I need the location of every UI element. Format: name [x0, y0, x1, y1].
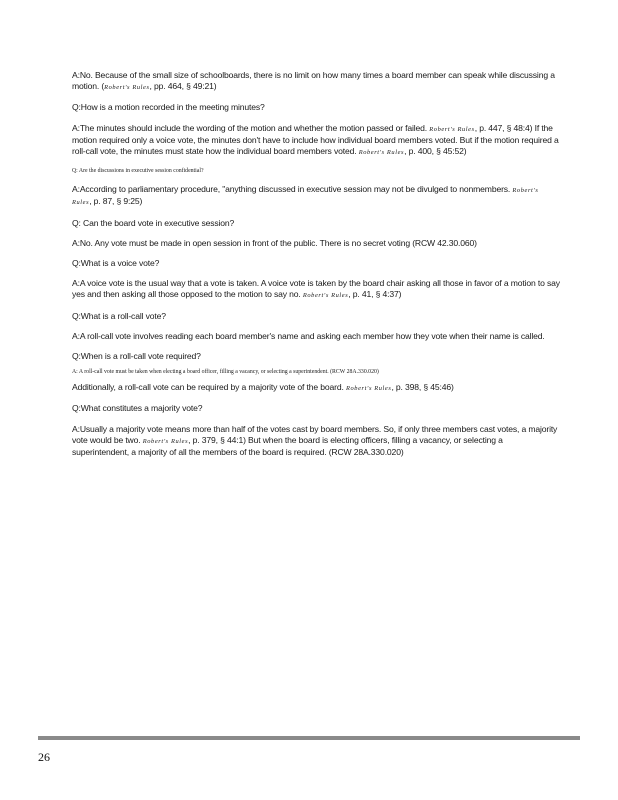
question-paragraph — [72, 102, 560, 113]
paragraph-text: , p. 87, § 9:25) — [89, 196, 143, 207]
paragraph-text: Q:When is a roll-call vote required? — [72, 351, 201, 362]
paragraph-text: , p. 41, § 4:37) — [348, 289, 402, 300]
answer-paragraph — [72, 424, 560, 459]
question-paragraph — [72, 403, 560, 414]
paragraph-text: Q: Are the discussions in executive session confidential? — [72, 168, 204, 175]
citation-source: Robert's Rules — [429, 125, 475, 133]
document-body — [72, 70, 560, 458]
paragraph-text: A:No. Any vote must be made in open session in front of the public. There is no secret voting (RCW 42.30.060) — [72, 237, 477, 248]
paragraph-text: , p. 447, § 48:4) If the motion required only a voice vote, the minutes don't have to include how individual board members voted. But if the motion required a roll-call vote, the minutes must state how the individual board members voted. — [72, 122, 559, 157]
paragraph-text: A:According to parliamentary procedure, "anything discussed in executive session may not be divulged to nonmembers. — [72, 184, 513, 195]
answer-paragraph — [72, 278, 560, 301]
question-paragraph — [72, 351, 560, 362]
citation-source: Robert's Rules — [72, 187, 539, 207]
citation-source: Robert's Rules — [142, 437, 189, 445]
paragraph-text: Q:What is a roll-call vote? — [72, 310, 166, 321]
answer-paragraph — [72, 238, 560, 249]
citation-source: Robert's Rules — [302, 292, 349, 300]
answer-paragraph — [72, 382, 560, 394]
paragraph-text: A:A voice vote is the usual way that a vote is taken. A voice vote is taken by the board chair asking all those in favor of a motion to say yes and then asking all those opposed to the motion to say no. — [72, 278, 560, 300]
answer-paragraph — [72, 123, 560, 159]
paragraph-text: Q:What is a voice vote? — [72, 258, 160, 269]
paragraph-text: A:A roll-call vote involves reading each board member's name and asking each member how they vote when their name is called. — [72, 330, 545, 341]
paragraph-text: Q: Can the board vote in executive session? — [72, 217, 235, 228]
paragraph-text: Q:What constitutes a majority vote? — [72, 403, 203, 414]
paragraph-text: , p. 379, § 44:1) But when the board is electing officers, filling a vacancy, or selecting a superintendent, a majority of all the members of the board is required. (RCW 28A.330.020) — [72, 434, 503, 458]
citation-source: Robert's Rules — [345, 385, 392, 393]
citation-source: Robert's Rules — [358, 149, 405, 157]
answer-paragraph — [72, 70, 560, 93]
question-paragraph — [72, 218, 560, 229]
page-number: 26 — [38, 750, 50, 764]
paragraph-text: A: A roll-call vote must be taken when electing a board officer, filling a vacancy, or selecting a superintendent. (RCW 28A.330.020) — [72, 369, 379, 376]
question-paragraph — [72, 167, 560, 175]
paragraph-text: , p. 400, § 45:52) — [404, 146, 467, 157]
paragraph-text: Additionally, a roll-call vote can be required by a majority vote of the board. — [72, 382, 346, 393]
answer-paragraph — [72, 368, 560, 376]
answer-paragraph — [72, 184, 560, 208]
paragraph-text: A:Usually a majority vote means more than half of the votes cast by board members. So, if only three members cast votes, a majority vote would be two. — [72, 423, 558, 445]
question-paragraph — [72, 311, 560, 322]
paragraph-text: , p. 398, § 45:46) — [391, 382, 454, 393]
paragraph-text: A:No. Because of the small size of schoolboards, there is no limit on how many times a board member can speak while discussing a motion. ( — [72, 70, 555, 92]
footer-rule — [38, 736, 580, 740]
paragraph-text: A:The minutes should include the wording of the motion and whether the motion passed or failed. — [72, 122, 430, 133]
paragraph-text: Q:How is a motion recorded in the meeting minutes? — [72, 102, 265, 113]
answer-paragraph — [72, 331, 560, 342]
question-paragraph — [72, 258, 560, 269]
paragraph-text: , pp. 464, § 49:21) — [149, 81, 217, 92]
citation-source: Robert's Rules — [104, 84, 150, 92]
